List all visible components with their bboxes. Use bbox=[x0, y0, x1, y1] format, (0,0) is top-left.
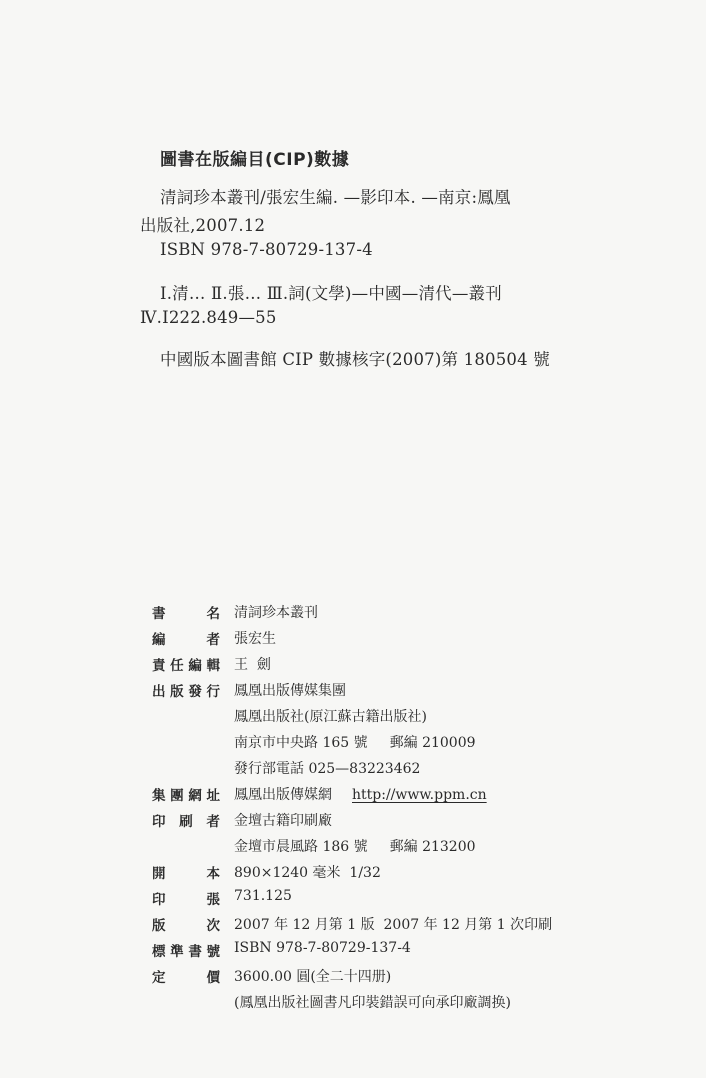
info-row-responsible-editor bbox=[152, 654, 672, 676]
info-value: 金壇古籍印刷廠 bbox=[234, 813, 332, 829]
postal-code: 郵編 210009 bbox=[389, 735, 476, 751]
address-text: 金壇市晨風路 186 號 bbox=[234, 839, 368, 855]
info-value: 張宏生 bbox=[234, 631, 276, 647]
info-label: 集團網址 bbox=[152, 788, 220, 804]
cip-title: 圖書在版編目(CIP)數據 bbox=[160, 150, 350, 170]
cip-line-1: 清詞珍本叢刊/張宏生編. —影印本. —南京:鳳凰 bbox=[160, 188, 511, 207]
info-label: 出版發行 bbox=[152, 684, 220, 700]
website-name: 鳳凰出版傳媒網 bbox=[234, 787, 332, 803]
cip-classification-line: Ⅰ.清… Ⅱ.張… Ⅲ.詞(文學)—中國—清代—叢刊 bbox=[160, 284, 502, 303]
info-value: 清詞珍本叢刊 bbox=[234, 605, 318, 621]
cip-line-2: 出版社,2007.12 bbox=[140, 216, 266, 235]
info-value: 鳳凰出版社(原江蘇古籍出版社) bbox=[234, 709, 427, 725]
info-label: 定價 bbox=[152, 970, 220, 986]
info-row-printer-address bbox=[152, 836, 672, 858]
info-value: 鳳凰出版傳媒集團 bbox=[234, 683, 346, 699]
info-label: 印刷者 bbox=[152, 814, 220, 830]
website-link[interactable]: http://www.ppm.cn bbox=[352, 787, 487, 803]
info-row-title bbox=[152, 602, 672, 624]
info-row-editor bbox=[152, 628, 672, 650]
info-row-notice bbox=[152, 992, 672, 1014]
address-text: 南京市中央路 165 號 bbox=[234, 735, 368, 751]
info-row-edition bbox=[152, 914, 672, 936]
info-value: 3600.00 圓(全二十四册) bbox=[234, 969, 392, 985]
info-label: 標準書號 bbox=[152, 944, 220, 960]
info-label: 版次 bbox=[152, 918, 220, 934]
info-value bbox=[234, 836, 476, 856]
info-row-publisher-name bbox=[152, 706, 672, 728]
info-label: 責任編輯 bbox=[152, 658, 220, 674]
info-value bbox=[234, 732, 476, 752]
info-label: 開本 bbox=[152, 866, 220, 882]
info-label: 書名 bbox=[152, 606, 220, 622]
postal-code: 郵編 213200 bbox=[389, 839, 476, 855]
info-label: 編者 bbox=[152, 632, 220, 648]
info-row-sheets bbox=[152, 888, 672, 910]
info-row-publisher bbox=[152, 680, 672, 702]
info-value: 發行部電話 025—83223462 bbox=[234, 761, 421, 777]
info-value: ISBN 978-7-80729-137-4 bbox=[234, 940, 411, 956]
info-value: 890×1240 毫米 1/32 bbox=[234, 865, 381, 881]
info-value: (鳳凰出版社圖書凡印裝錯誤可向承印廠調换) bbox=[234, 995, 511, 1011]
info-row-website bbox=[152, 784, 672, 806]
info-value: 2007 年 12 月第 1 版 2007 年 12 月第 1 次印刷 bbox=[234, 917, 553, 933]
cip-classification-number: Ⅳ.I222.849—55 bbox=[140, 308, 277, 327]
info-row-publisher-address bbox=[152, 732, 672, 754]
info-row-price bbox=[152, 966, 672, 988]
info-value bbox=[234, 784, 487, 804]
cip-record-number: 中國版本圖書館 CIP 數據核字(2007)第 180504 號 bbox=[160, 350, 550, 369]
info-row-printer bbox=[152, 810, 672, 832]
cip-isbn-line: ISBN 978-7-80729-137-4 bbox=[160, 240, 373, 259]
info-value: 王 劍 bbox=[234, 657, 271, 673]
info-row-isbn bbox=[152, 940, 672, 962]
info-label: 印張 bbox=[152, 892, 220, 908]
info-value: 731.125 bbox=[234, 888, 292, 904]
info-row-phone bbox=[152, 758, 672, 780]
info-row-format bbox=[152, 862, 672, 884]
